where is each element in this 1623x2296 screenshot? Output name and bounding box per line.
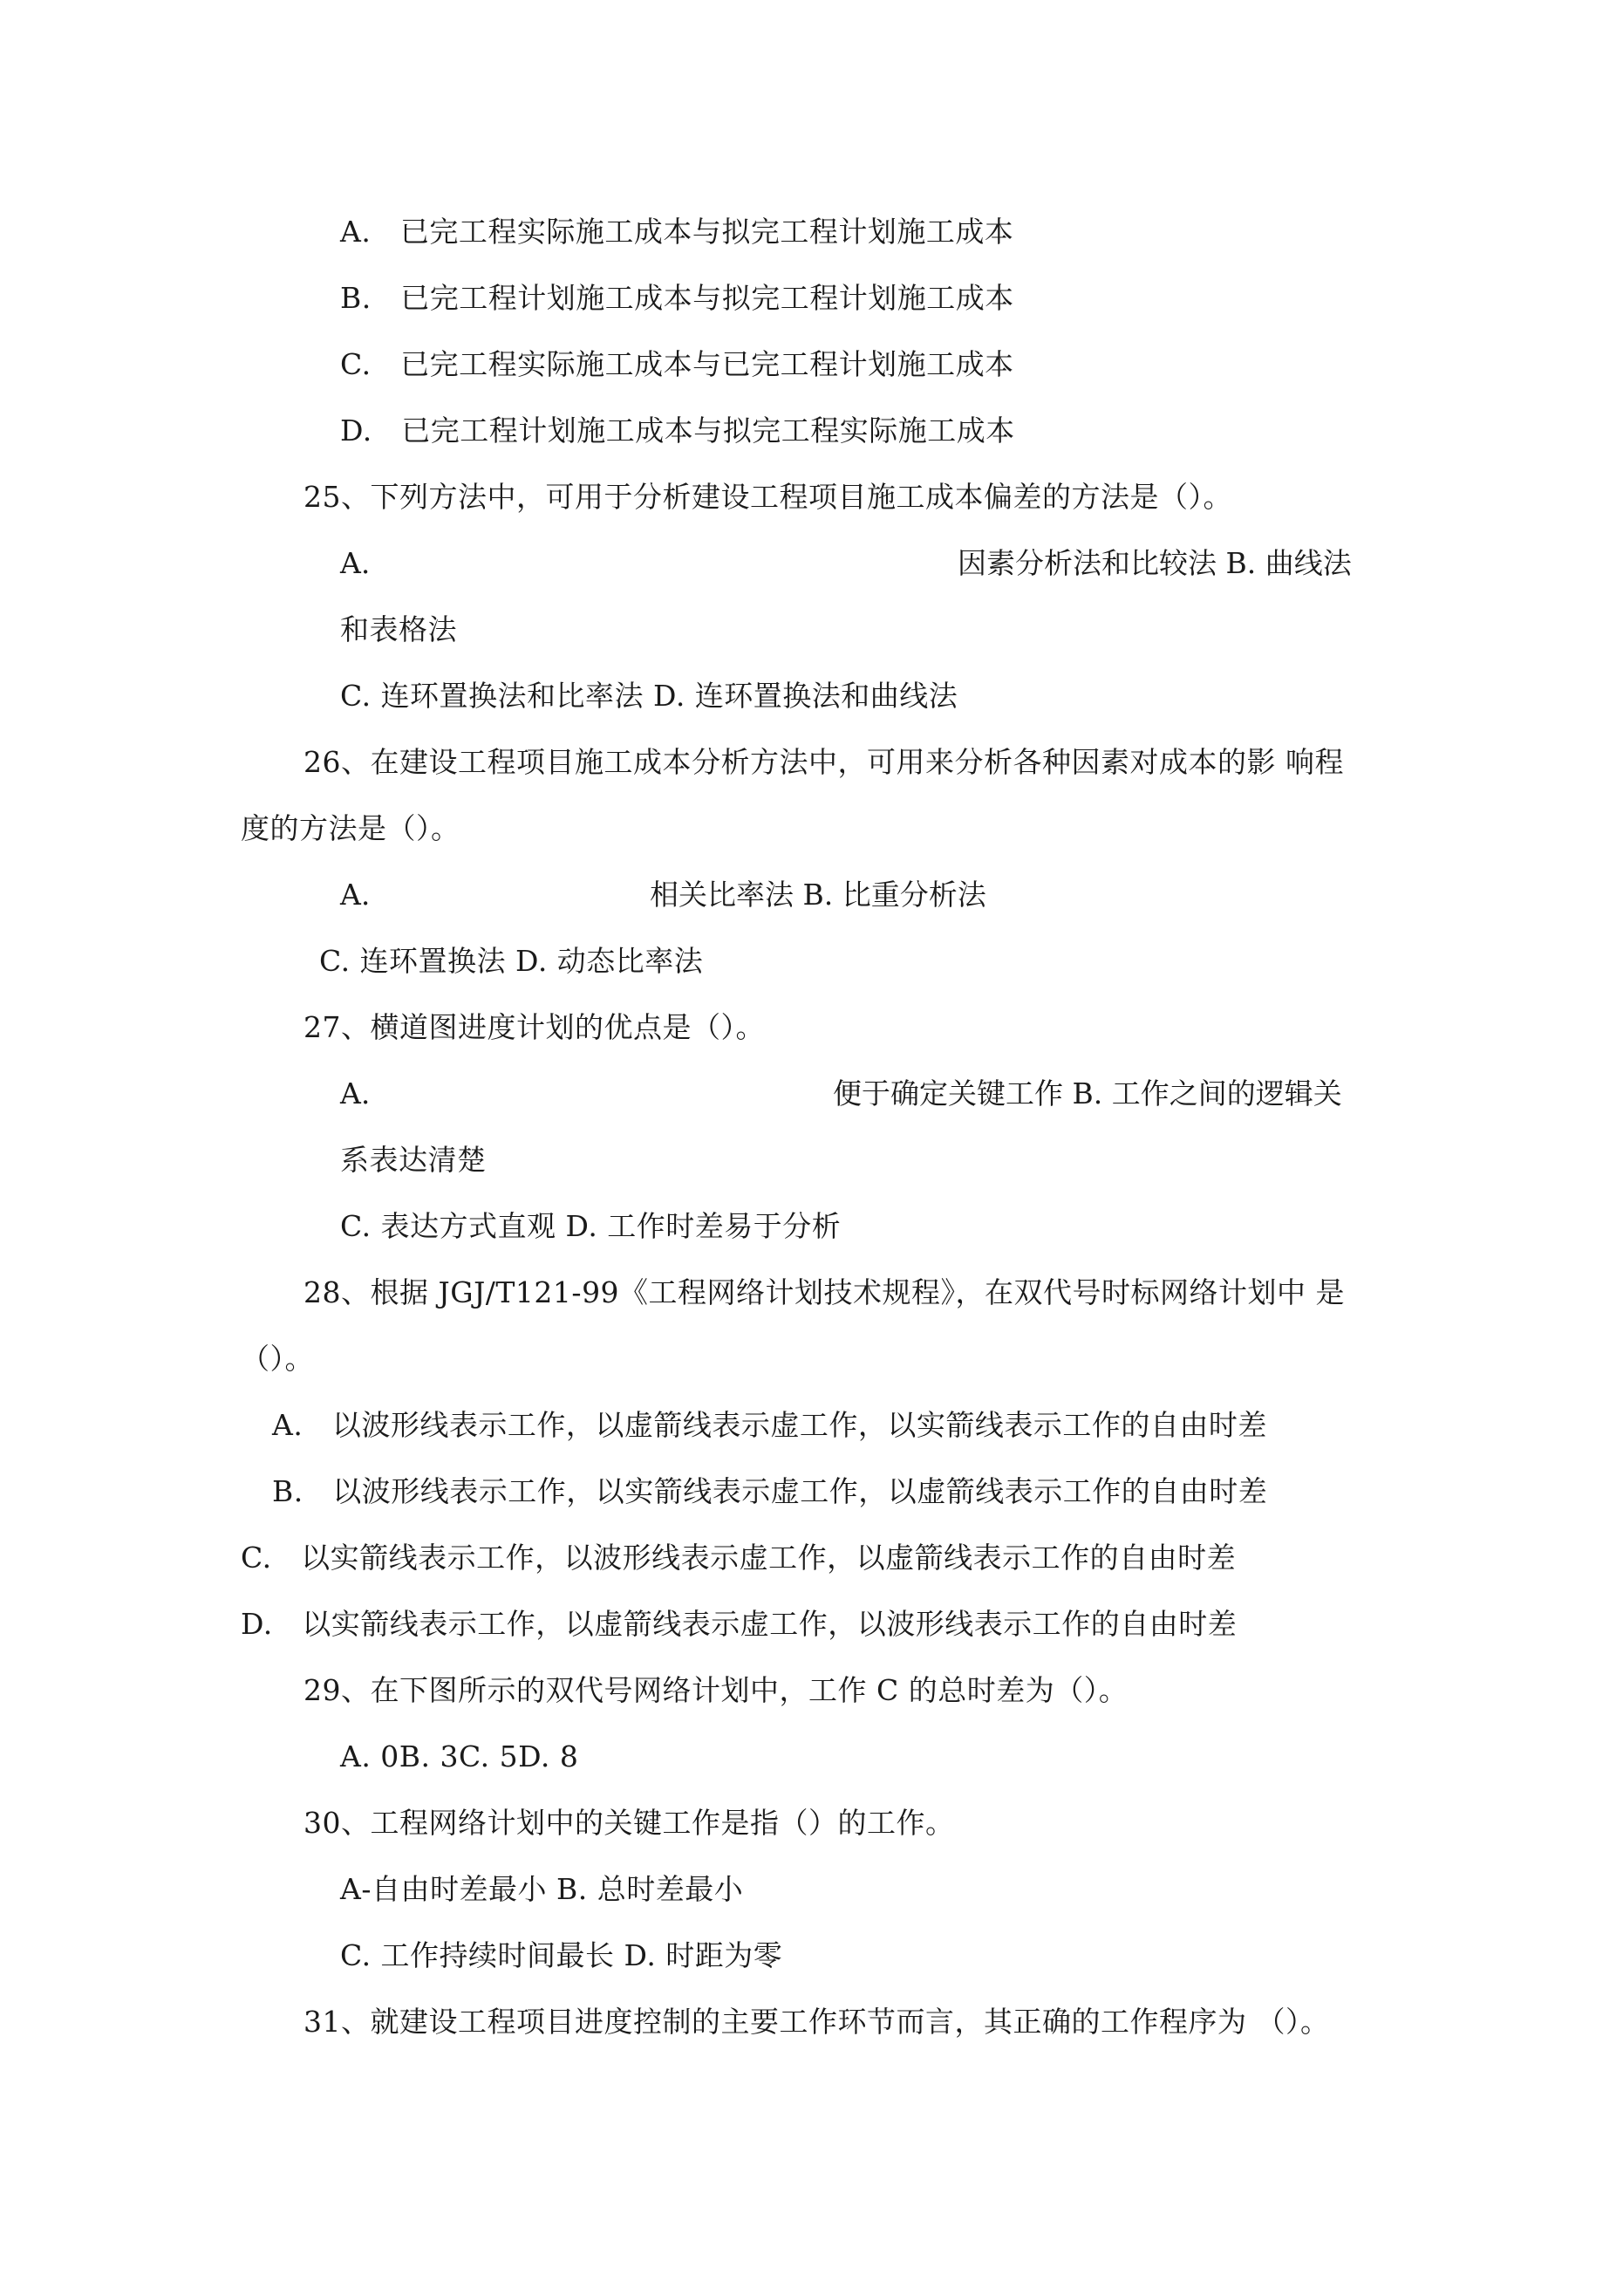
question-29: 29、在下图所示的双代号网络计划中，工作 C 的总时差为（）。 <box>303 1673 1129 1707</box>
question-26: 26、在建设工程项目施工成本分析方法中，可用来分析各种因素对成本的影 响程 <box>303 745 1344 779</box>
option-28-b: B. 以波形线表示工作，以实箭线表示虚工作，以虚箭线表示工作的自由时差 <box>272 1474 1268 1508</box>
option-30-ab: A-自由时差最小 B. 总时差最小 <box>340 1872 744 1906</box>
option-29: A. 0B. 3C. 5D. 8 <box>340 1739 579 1773</box>
option-24-c: C. 已完工程实际施工成本与已完工程计划施工成本 <box>340 347 1014 381</box>
option-24-d: D. 已完工程计划施工成本与拟完工程实际施工成本 <box>340 413 1015 448</box>
option-25-ab-text: 因素分析法和比较法 B. 曲线法 <box>958 546 1352 580</box>
question-27: 27、横道图进度计划的优点是（）。 <box>303 1010 765 1044</box>
option-24-a: A. 已完工程实际施工成本与拟完工程计划施工成本 <box>340 215 1014 249</box>
option-28-d: D. 以实箭线表示工作，以虚箭线表示虚工作，以波形线表示工作的自由时差 <box>241 1607 1238 1641</box>
option-26-a-label: A. <box>340 878 371 912</box>
question-26-cont: 度的方法是（）。 <box>241 811 460 845</box>
option-30-cd: C. 工作持续时间最长 D. 时距为零 <box>340 1938 783 1972</box>
option-27-ab-text: 便于确定关键工作 B. 工作之间的逻辑关 <box>833 1076 1342 1110</box>
option-25-a-label: A. <box>340 546 371 580</box>
option-27-b-cont: 系表达清楚 <box>340 1143 487 1177</box>
option-25-b-cont: 和表格法 <box>340 612 457 646</box>
option-27-cd: C. 表达方式直观 D. 工作时差易于分析 <box>340 1209 842 1243</box>
question-31: 31、就建设工程项目进度控制的主要工作环节而言，其正确的工作程序为 （）。 <box>303 2005 1330 2039</box>
question-30: 30、工程网络计划中的关键工作是指（）的工作。 <box>303 1806 955 1840</box>
option-27-a-label: A. <box>340 1076 371 1110</box>
question-28: 28、根据 JGJ/T121-99《工程网络计划技术规程》，在双代号时标网络计划中 是 <box>303 1275 1346 1309</box>
option-25-cd: C. 连环置换法和比率法 D. 连环置换法和曲线法 <box>340 679 958 713</box>
option-26-ab-text: 相关比率法 B. 比重分析法 <box>650 878 986 912</box>
option-26-cd: C. 连环置换法 D. 动态比率法 <box>319 944 704 978</box>
question-25: 25、下列方法中，可用于分析建设工程项目施工成本偏差的方法是（）。 <box>303 480 1232 514</box>
question-28-cont: （）。 <box>241 1342 314 1376</box>
option-28-c: C. 以实箭线表示工作，以波形线表示虚工作，以虚箭线表示工作的自由时差 <box>241 1541 1237 1575</box>
option-28-a: A. 以波形线表示工作，以虚箭线表示虚工作，以实箭线表示工作的自由时差 <box>272 1408 1267 1442</box>
option-24-b: B. 已完工程计划施工成本与拟完工程计划施工成本 <box>340 281 1014 315</box>
